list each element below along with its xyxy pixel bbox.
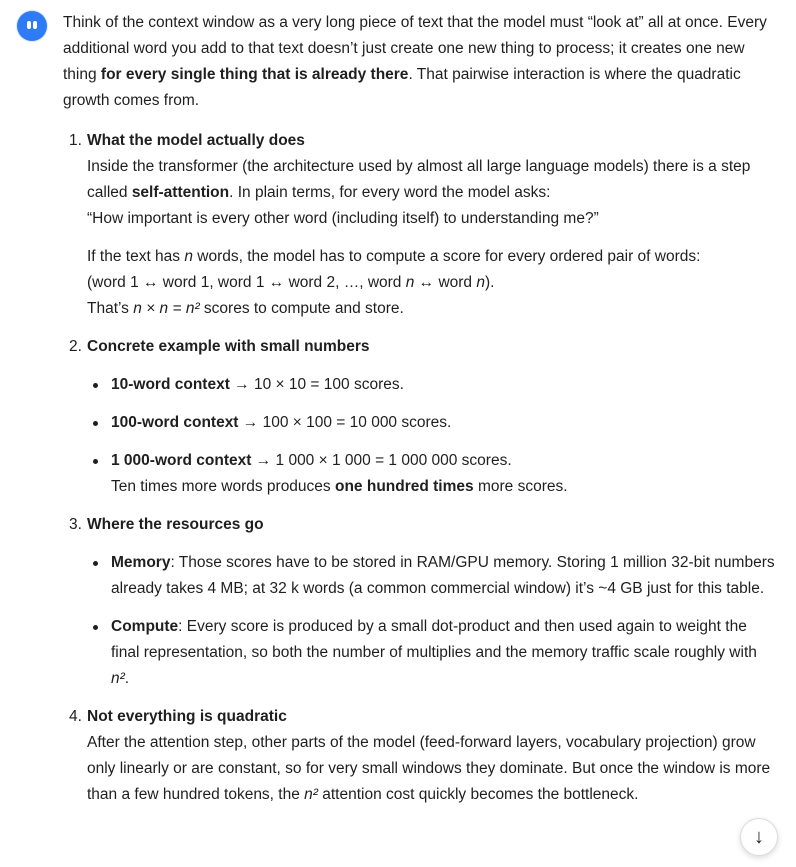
section-paragraph: If the text has n words, the model has to compute a score for every ordered pair of words: (word 1 ↔ word 1, word 1 ↔ word 2, …, word n ↔ word n). That’s n × n = n² scores to compute and store. (87, 248, 701, 317)
bullet-list (87, 550, 775, 692)
section-number: 4. (69, 708, 82, 725)
avatar-eye-left (27, 21, 31, 29)
section-title: Where the resources go (87, 516, 264, 533)
section-4 (63, 704, 775, 808)
assistant-message (63, 10, 775, 820)
section-paragraph: After the attention step, other parts of the model (feed-forward layers, vocabulary projection) grow only linearly or are constant, so for very small windows they dominate. But once the window is more than a few hundred tokens, the n² attention cost quickly becomes the bottleneck. (87, 734, 771, 803)
list-item: Memory: Those scores have to be stored in RAM/GPU memory. Storing 1 million 32-bit numbers already takes 4 MB; at 32 k words (a common commercial window) it’s ~4 GB just for this table. (87, 550, 775, 602)
section-title: Concrete example with small numbers (87, 338, 370, 355)
section-title: Not everything is quadratic (87, 708, 287, 725)
section-number: 3. (69, 516, 82, 533)
section-2 (63, 334, 775, 500)
scroll-to-bottom-button[interactable] (740, 818, 778, 856)
list-item: 100-word context → 100 × 100 = 10 000 scores. (87, 410, 775, 436)
list-item: 10-word context → 10 × 10 = 100 scores. (87, 372, 775, 398)
section-1 (63, 128, 775, 322)
section-3 (63, 512, 775, 692)
assistant-avatar-icon (17, 11, 47, 41)
bullet-list (87, 372, 775, 500)
intro-paragraph: Think of the context window as a very long piece of text that the model must “look at” all at once. Every additional word you add to that text doesn’t just create one new thing to process; it creates one new thing for every single thing that is already there. That pairwise interaction is where the quadratic growth comes from. (63, 14, 767, 109)
avatar-eye-right (33, 21, 37, 29)
section-number: 2. (69, 338, 82, 355)
section-title: What the model actually does (87, 132, 305, 149)
section-number: 1. (69, 132, 82, 149)
list-item: Compute: Every score is produced by a small dot-product and then used again to weight the final representation, so both the number of multiplies and the memory traffic scale roughly with n². (87, 614, 775, 692)
section-paragraph: Inside the transformer (the architecture used by almost all large language models) there is a step called self-attention. In plain terms, for every word the model asks: “How important is every other word (including itself) to understanding me?” (87, 158, 751, 227)
arrow-down-icon: ↓ (754, 826, 764, 848)
list-item: 1 000-word context → 1 000 × 1 000 = 1 000 000 scores. Ten times more words produces one hundred times more scores. (87, 448, 775, 500)
